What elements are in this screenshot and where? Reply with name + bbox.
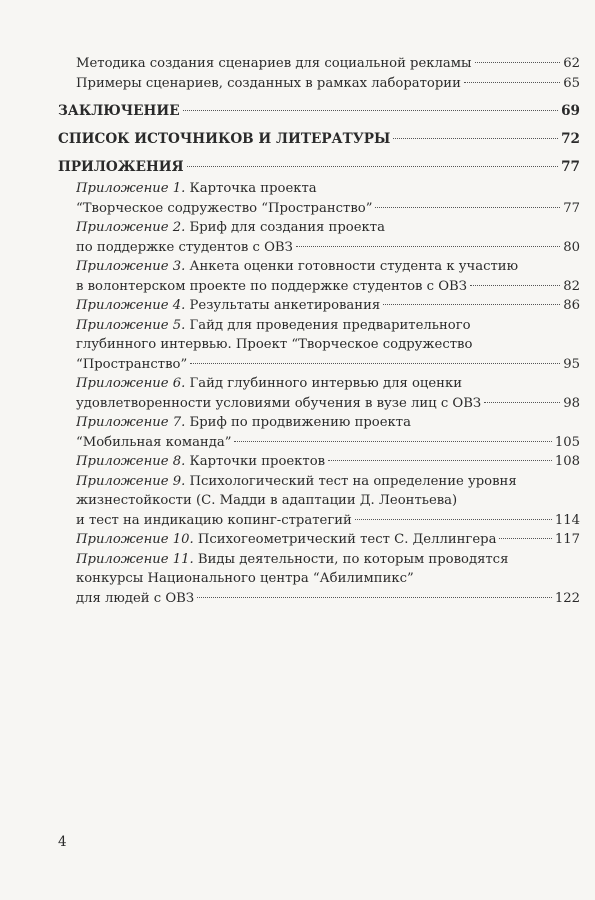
toc-entry-line (58, 157, 580, 177)
toc-entry[interactable] (58, 316, 580, 375)
dot-leader (484, 402, 560, 403)
appendix-label: Приложение 4. (76, 298, 186, 313)
toc-entry-text (76, 238, 293, 258)
dot-leader (355, 519, 552, 520)
toc-page-number: 69 (561, 103, 580, 119)
toc-page-number: 105 (554, 434, 580, 450)
appendix-label: Приложение 8. (76, 454, 186, 469)
toc-entry[interactable] (58, 472, 580, 531)
toc-entry-line (76, 374, 580, 394)
toc-entry-title: Примеры сценариев, созданных в рамках лаборатории (76, 75, 461, 91)
toc-page-number: 80 (563, 239, 580, 255)
toc-entry-text (76, 259, 518, 274)
toc-entry-line (76, 335, 580, 355)
toc-entry-title: Виды деятельности, по которым проводятся (193, 551, 509, 567)
toc-entry-line (58, 101, 580, 121)
toc-entry-title: Методика создания сценариев для социальной рекламы (76, 56, 472, 71)
dot-leader (197, 597, 552, 598)
toc-entry-text (76, 571, 414, 586)
toc-entry-text (76, 415, 411, 430)
toc-entry-text (76, 337, 472, 352)
toc-entry-line (76, 413, 580, 433)
toc-entry-line (76, 569, 580, 589)
toc-page-number: 117 (554, 532, 580, 547)
toc-entry-title: для людей с ОВЗ (76, 590, 195, 606)
toc-page-number: 86 (563, 298, 580, 313)
toc-entry-title: “Творческое содружество “Пространство” (76, 200, 373, 216)
toc-entry-text (76, 530, 496, 550)
toc-entry-text (76, 394, 481, 414)
toc-entry-text (76, 552, 508, 567)
toc-entry[interactable] (58, 157, 580, 177)
dot-leader (475, 62, 561, 63)
dot-leader (464, 82, 560, 83)
toc-entry[interactable] (58, 74, 580, 94)
toc-entry-text (76, 74, 461, 94)
appendix-label: Приложение 3. (76, 259, 186, 274)
toc-page-number: 122 (554, 590, 580, 606)
toc-entry-title: Карточки проектов (185, 454, 326, 469)
toc-entry-line (76, 199, 580, 219)
toc-entry-line (76, 296, 580, 316)
toc-page-number: 62 (563, 56, 580, 71)
toc-entry-text (58, 101, 180, 121)
toc-entry-line (76, 277, 580, 297)
toc-entry-line (76, 316, 580, 336)
toc-entry-title: Карточка проекта (185, 181, 317, 196)
toc-entry-text (76, 452, 325, 472)
toc-entry-title: “Мобильная команда” (76, 434, 232, 450)
dot-leader (328, 460, 552, 461)
toc-entry-text (76, 376, 462, 391)
toc-entry-title: Анкета оценки готовности студента к участию (185, 259, 519, 274)
toc-page-number: 77 (563, 200, 580, 216)
appendix-label: Приложение 7. (76, 415, 186, 430)
toc-entry-text (76, 318, 471, 333)
dot-leader (190, 363, 560, 364)
toc-entry-line (76, 472, 580, 492)
toc-entry[interactable] (58, 452, 580, 472)
toc-entry-title: в волонтерском проекте по поддержке студентов с ОВЗ (76, 278, 467, 294)
toc-entry-text (58, 129, 390, 149)
toc-entry-line (76, 589, 580, 609)
toc-entry-title: по поддержке студентов с ОВЗ (76, 239, 293, 255)
toc-entry-line (76, 511, 580, 531)
toc-entry-title: жизнестойкости (С. Мадди в адаптации Д. Леонтьева) (76, 493, 458, 508)
toc-entry-line (76, 394, 580, 414)
appendix-label: Приложение 11. (76, 551, 194, 567)
appendix-label: Приложение 10. (76, 532, 194, 547)
toc-entry-title: глубинного интервью. Проект “Творческое содружество (76, 337, 473, 352)
toc-entry-text (76, 355, 187, 375)
toc-entry[interactable] (58, 530, 580, 550)
table-of-contents (58, 54, 580, 608)
dot-leader (296, 246, 560, 247)
toc-entry-text (76, 199, 372, 219)
appendix-label: Приложение 1. (76, 181, 186, 196)
toc-entry-title: и тест на индикацию копинг-стратегий (76, 512, 352, 528)
toc-entry-title: “Пространство” (76, 356, 188, 372)
toc-entry-text (76, 474, 517, 489)
toc-entry-title: конкурсы Национального центра “Абилимпикс” (76, 571, 414, 586)
toc-page-number: 65 (563, 75, 580, 91)
toc-entry[interactable] (58, 550, 580, 609)
toc-entry[interactable] (58, 257, 580, 296)
toc-page-number: 72 (561, 131, 580, 147)
page-number: 4 (58, 834, 67, 850)
toc-entry-line (76, 179, 580, 199)
toc-entry-text (76, 511, 352, 531)
toc-entry-line (76, 238, 580, 258)
appendix-label: Приложение 6. (76, 376, 186, 391)
toc-entry-title: Бриф по продвижению проекта (185, 415, 411, 430)
toc-entry-title: ПРИЛОЖЕНИЯ (58, 159, 184, 175)
toc-page-number: 77 (561, 159, 580, 175)
dot-leader (375, 207, 560, 208)
toc-entry-line (76, 452, 580, 472)
toc-entry[interactable] (58, 179, 580, 218)
toc-entry-title: Психогеометрический тест С. Деллингера (193, 532, 497, 547)
dot-leader (393, 138, 558, 139)
toc-entry-title: Результаты анкетирования (185, 298, 381, 313)
dot-leader (234, 441, 551, 442)
toc-entry[interactable] (58, 101, 580, 121)
appendix-label: Приложение 2. (76, 220, 186, 235)
toc-entry[interactable] (58, 129, 580, 149)
dot-leader (383, 304, 560, 305)
toc-entry-text (76, 296, 380, 316)
toc-entry[interactable] (58, 296, 580, 316)
toc-entry-title: Психологический тест на определение уровня (185, 473, 517, 489)
toc-page-number: 108 (554, 454, 580, 469)
toc-entry-text (76, 181, 317, 196)
toc-entry-title: Гайд глубинного интервью для оценки (185, 376, 463, 391)
toc-entry-text (76, 433, 231, 453)
toc-entry-text (58, 157, 184, 177)
toc-page-number: 98 (563, 395, 580, 411)
toc-page-number: 82 (563, 278, 580, 294)
appendix-label: Приложение 5. (76, 317, 186, 333)
toc-entry-title: СПИСОК ИСТОЧНИКОВ И ЛИТЕРАТУРЫ (58, 131, 391, 147)
dot-leader (470, 285, 560, 286)
toc-entry-line (76, 54, 580, 74)
toc-entry-title: Бриф для создания проекта (185, 220, 385, 235)
dot-leader (183, 110, 558, 111)
toc-entry-line (76, 218, 580, 238)
toc-entry-text (76, 277, 467, 297)
appendix-label: Приложение 9. (76, 473, 186, 489)
toc-entry-line (76, 74, 580, 94)
toc-entry[interactable] (58, 413, 580, 452)
toc-entry-title: ЗАКЛЮЧЕНИЕ (58, 103, 180, 119)
dot-leader (187, 166, 558, 167)
toc-entry-line (76, 530, 580, 550)
toc-entry[interactable] (58, 218, 580, 257)
toc-entry-title: удовлетворенности условиями обучения в вузе лиц с ОВЗ (76, 395, 482, 411)
toc-entry-line (76, 355, 580, 375)
toc-entry[interactable] (58, 374, 580, 413)
toc-entry-text (76, 54, 472, 74)
toc-entry-line (76, 433, 580, 453)
toc-entry-line (76, 550, 580, 570)
toc-page-number: 114 (554, 512, 580, 528)
toc-page-number: 95 (563, 356, 580, 372)
toc-entry-line (76, 257, 580, 277)
toc-entry-title: Гайд для проведения предварительного (185, 317, 471, 333)
toc-entry[interactable] (58, 54, 580, 74)
toc-entry-text (76, 493, 457, 508)
toc-entry-text (76, 589, 194, 609)
toc-entry-text (76, 220, 385, 235)
toc-entry-line (76, 491, 580, 511)
toc-entry-line (58, 129, 580, 149)
dot-leader (499, 538, 551, 539)
